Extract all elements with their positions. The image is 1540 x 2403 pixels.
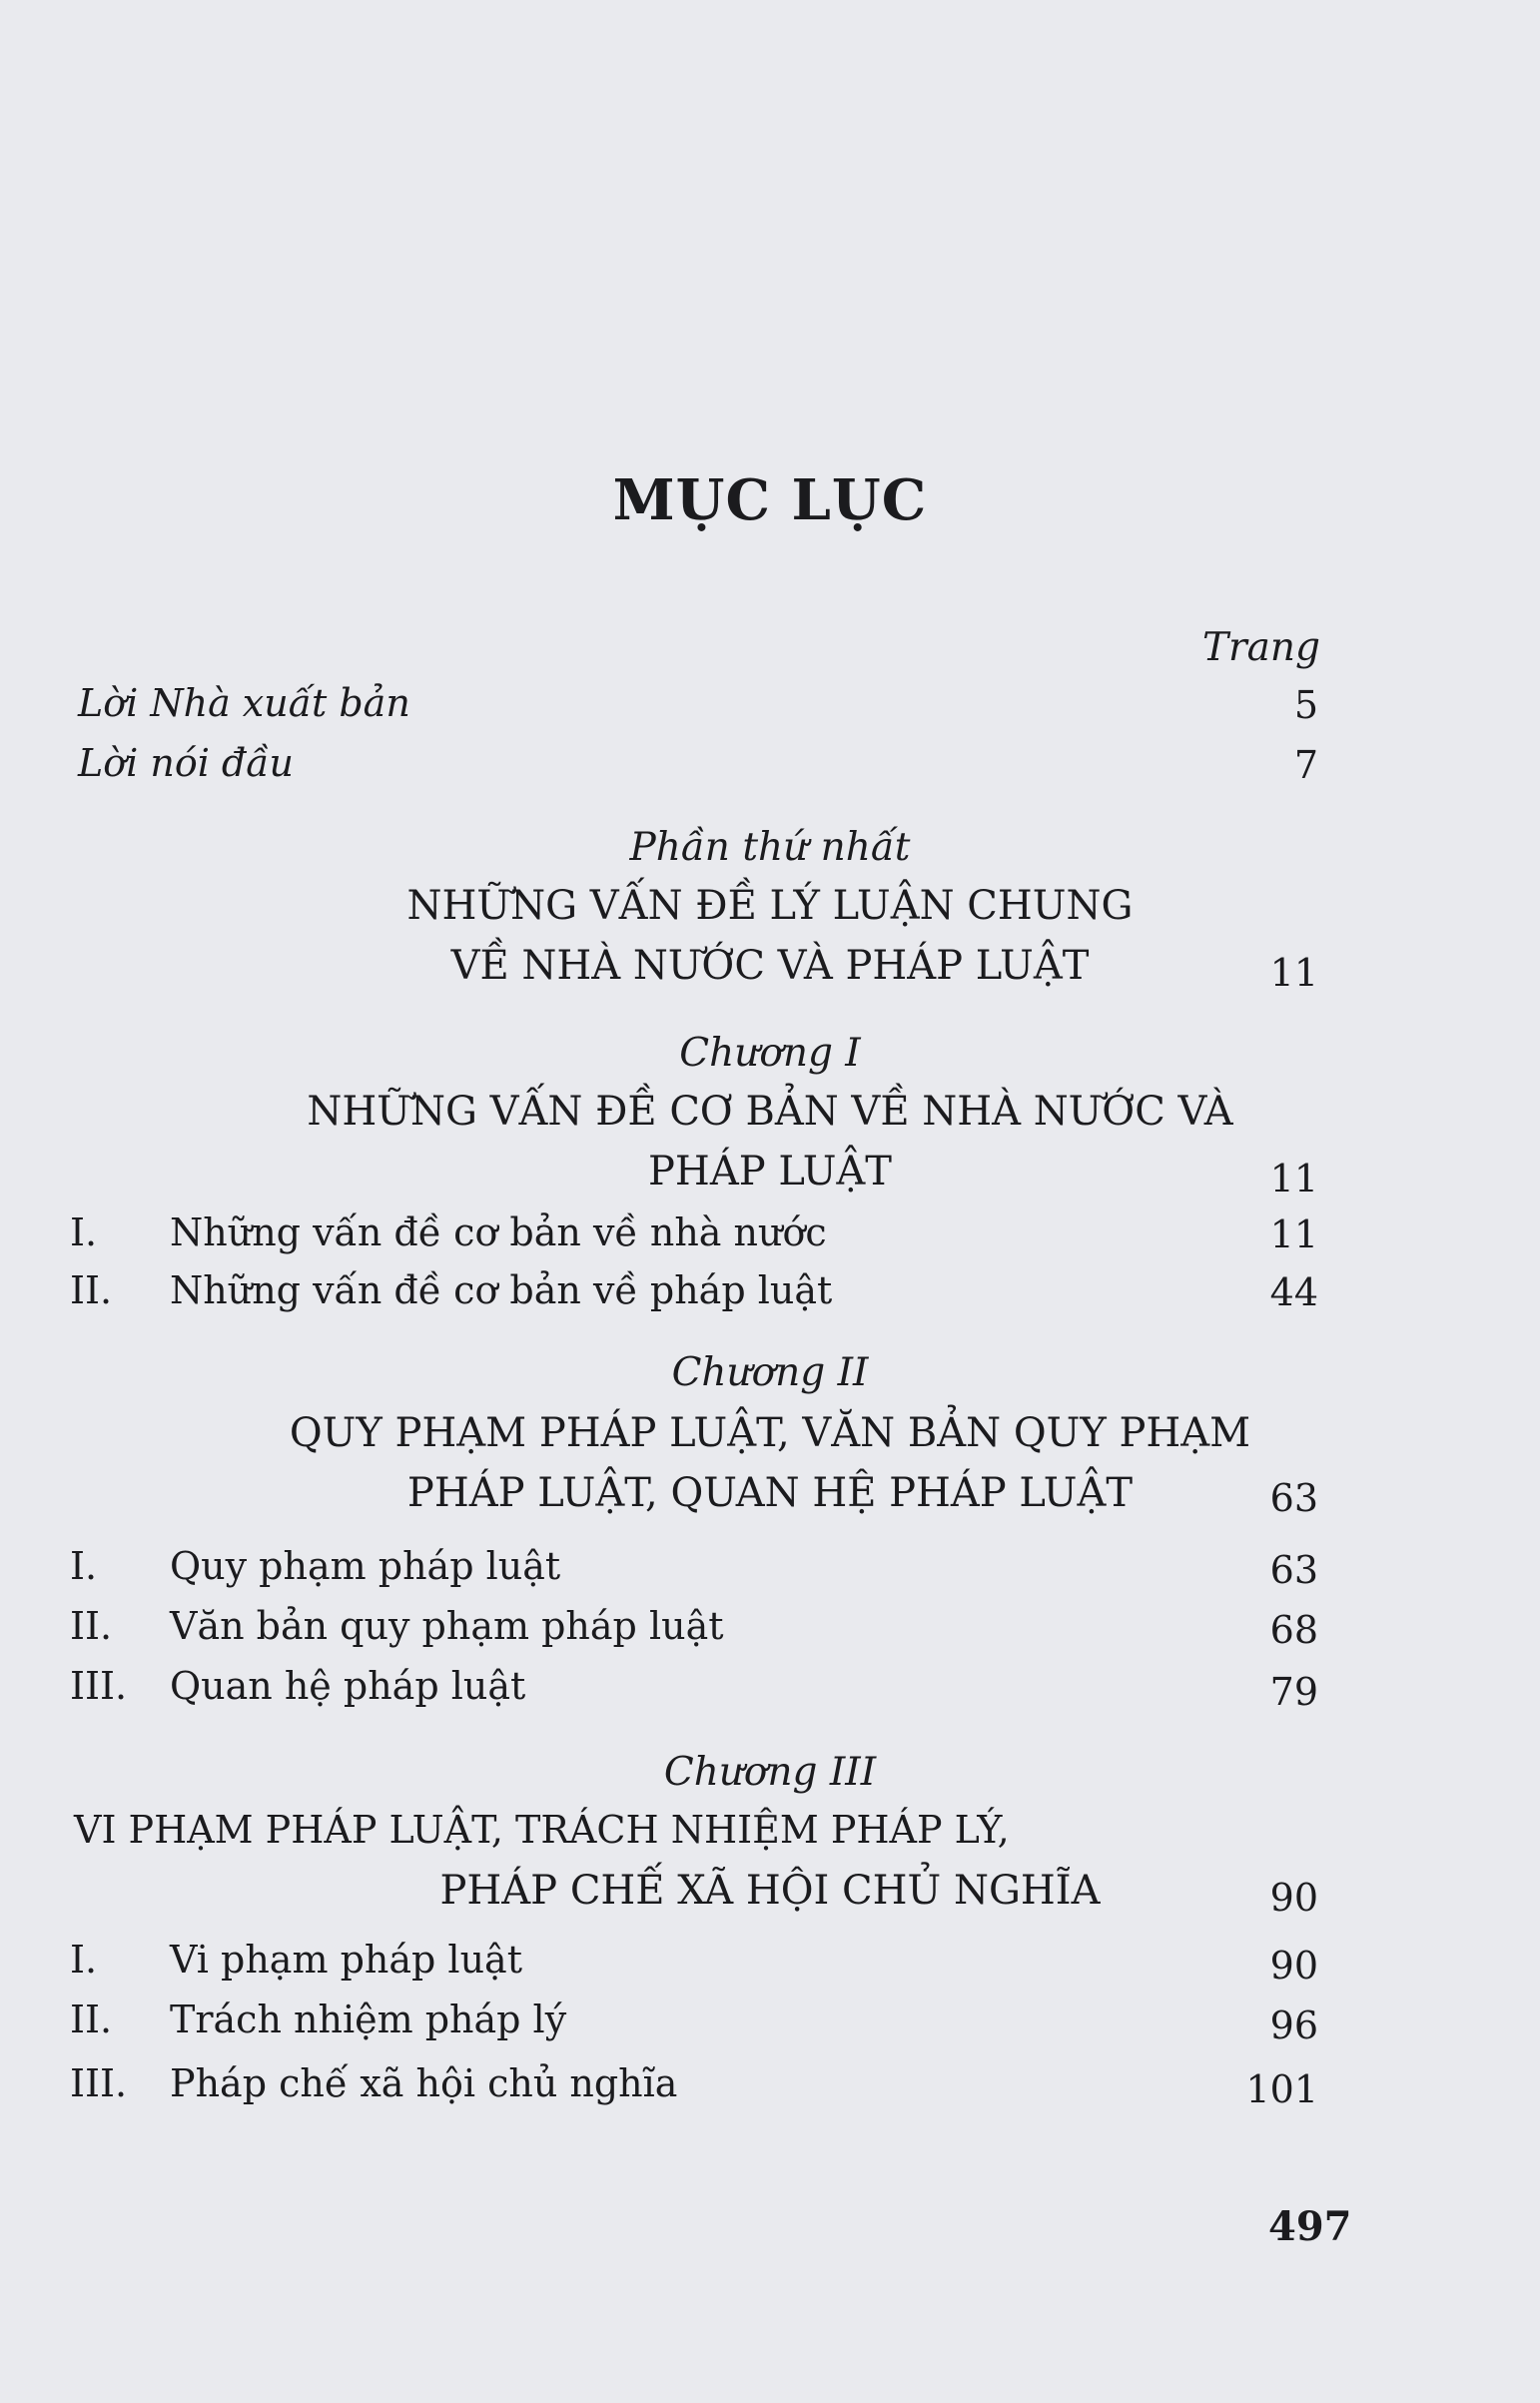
section-label: Quy phạm pháp luật bbox=[170, 1544, 561, 1588]
chapter-label: Chương III bbox=[663, 1750, 877, 1795]
section-number: I. bbox=[70, 1544, 98, 1588]
chapter-title: PHÁP LUẬT bbox=[648, 1149, 892, 1195]
section-label: Vi phạm pháp luật bbox=[170, 1938, 522, 1982]
page-column-label: Trang bbox=[1202, 625, 1320, 670]
part-page: 11 bbox=[1269, 951, 1318, 995]
front-item-label: Lời Nhà xuất bản bbox=[78, 681, 410, 725]
front-item-page: 7 bbox=[1293, 743, 1318, 787]
section-label: Những vấn đề cơ bản về pháp luật bbox=[170, 1268, 833, 1312]
chapter-title: PHÁP LUẬT, QUAN HỆ PHÁP LUẬT bbox=[406, 1470, 1134, 1516]
section-page: 96 bbox=[1269, 2003, 1318, 2047]
part-title: VỀ NHÀ NƯỚC VÀ PHÁP LUẬT bbox=[450, 943, 1090, 989]
chapter-title: NHỮNG VẤN ĐỀ CƠ BẢN VỀ NHÀ NƯỚC VÀ bbox=[307, 1089, 1233, 1135]
front-item-label: Lời nói đầu bbox=[78, 741, 295, 785]
section-label: Những vấn đề cơ bản về nhà nước bbox=[170, 1210, 827, 1254]
section-page: 90 bbox=[1269, 1944, 1318, 1988]
chapter-label: Chương I bbox=[679, 1031, 861, 1076]
chapter-title: QUY PHẠM PHÁP LUẬT, VĂN BẢN QUY PHẠM bbox=[289, 1410, 1251, 1456]
section-number: II. bbox=[70, 1998, 113, 2041]
section-page: 101 bbox=[1245, 2067, 1318, 2111]
section-page: 63 bbox=[1269, 1548, 1318, 1592]
chapter-title: PHÁP CHẾ XÃ HỘI CHỦ NGHĨA bbox=[439, 1868, 1101, 1914]
section-page: 68 bbox=[1269, 1608, 1318, 1652]
part-title: NHỮNG VẤN ĐỀ LÝ LUẬN CHUNG bbox=[406, 883, 1134, 929]
section-number: I. bbox=[70, 1938, 98, 1982]
section-page: 11 bbox=[1269, 1212, 1318, 1256]
section-number: III. bbox=[70, 2061, 128, 2105]
page-number: 497 bbox=[1268, 2203, 1352, 2250]
chapter-page: 11 bbox=[1269, 1157, 1318, 1201]
toc-title: MỤC LỤC bbox=[612, 467, 928, 533]
section-label: Trách nhiệm pháp lý bbox=[170, 1998, 567, 2041]
section-page: 79 bbox=[1269, 1670, 1318, 1714]
section-number: II. bbox=[70, 1268, 113, 1312]
chapter-page: 90 bbox=[1269, 1876, 1318, 1920]
front-item-page: 5 bbox=[1293, 683, 1318, 727]
section-label: Văn bản quy phạm pháp luật bbox=[170, 1604, 724, 1648]
section-number: I. bbox=[70, 1210, 98, 1254]
section-page: 44 bbox=[1269, 1270, 1318, 1314]
chapter-label: Chương II bbox=[671, 1350, 869, 1395]
chapter-page: 63 bbox=[1269, 1476, 1318, 1520]
section-label: Quan hệ pháp luật bbox=[170, 1664, 526, 1708]
part-label: Phần thứ nhất bbox=[629, 825, 911, 870]
section-label: Pháp chế xã hội chủ nghĩa bbox=[170, 2061, 678, 2105]
section-number: III. bbox=[70, 1664, 128, 1708]
chapter-title: VI PHẠM PHÁP LUẬT, TRÁCH NHIỆM PHÁP LÝ, bbox=[74, 1808, 1010, 1852]
section-number: II. bbox=[70, 1604, 113, 1648]
